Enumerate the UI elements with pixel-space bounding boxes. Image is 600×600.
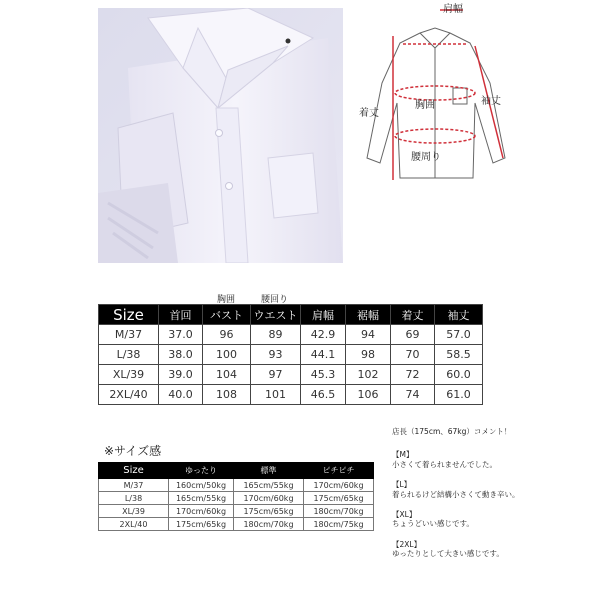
table-cell: XL/39 xyxy=(99,365,159,385)
comment-text: ゆったりとして大きい感じです。 xyxy=(392,549,504,558)
table-cell: 42.9 xyxy=(301,325,346,345)
comment-text: ちょうどいい感じです。 xyxy=(392,519,474,529)
comment-size-tag: 【2XL】 xyxy=(392,539,422,549)
table-cell: 74 xyxy=(391,385,435,405)
size-table-header xyxy=(99,305,483,325)
table-row xyxy=(99,505,374,518)
table-cell: 170cm/60kg xyxy=(304,479,374,492)
fit-table xyxy=(98,462,374,531)
size-table xyxy=(98,304,483,405)
table-cell: 38.0 xyxy=(159,345,203,365)
header-cell: ピチピチ xyxy=(304,463,374,479)
waist-label: 腰周り xyxy=(411,152,441,163)
table-row xyxy=(99,518,374,531)
table-cell: 108 xyxy=(203,385,251,405)
table-row xyxy=(99,492,374,505)
comment-text: 着られるけど結構小さくて動き辛い。 xyxy=(392,489,520,499)
table-cell: L/38 xyxy=(99,492,169,505)
table-cell: XL/39 xyxy=(99,505,169,518)
table-cell: 93 xyxy=(251,345,301,365)
table-cell: 106 xyxy=(346,385,391,405)
table-cell: 170cm/60kg xyxy=(169,505,234,518)
header-cell: 着丈 xyxy=(391,305,435,325)
header-cell: ウエスト xyxy=(251,305,301,325)
table-cell: 58.5 xyxy=(435,345,483,365)
comment-size-tag: 【L】 xyxy=(392,480,412,490)
table-cell: 165cm/55kg xyxy=(169,492,234,505)
table-row xyxy=(99,345,483,365)
sleeve-label: 袖丈 xyxy=(481,96,501,107)
comment-size-tag: 【XL】 xyxy=(392,509,417,519)
comment-text: 小さくて着られませんでした。 xyxy=(392,459,497,469)
header-cell: 肩幅 xyxy=(301,305,346,325)
header-cell: Size xyxy=(99,305,159,325)
waist-above-label: 腰回り xyxy=(261,295,289,305)
table-cell: 165cm/55kg xyxy=(234,479,304,492)
measurement-diagram xyxy=(355,4,515,188)
length-label: 着丈 xyxy=(359,108,379,119)
table-cell: 180cm/70kg xyxy=(304,505,374,518)
table-cell: 89 xyxy=(251,325,301,345)
manager-comments xyxy=(392,427,592,569)
table-cell: 180cm/75kg xyxy=(304,518,374,531)
header-cell: Size xyxy=(99,463,169,479)
table-row xyxy=(99,325,483,345)
table-cell: 101 xyxy=(251,385,301,405)
table-cell: 57.0 xyxy=(435,325,483,345)
header-cell: 標準 xyxy=(234,463,304,479)
chest-label: 胸囲 xyxy=(415,100,435,111)
table-cell: 100 xyxy=(203,345,251,365)
comment-size-tag: 【M】 xyxy=(392,450,414,460)
table-cell: 2XL/40 xyxy=(99,385,159,405)
table-cell: M/37 xyxy=(99,325,159,345)
table-cell: 96 xyxy=(203,325,251,345)
table-row xyxy=(99,365,483,385)
header-cell: 袖丈 xyxy=(435,305,483,325)
table-cell: 175cm/65kg xyxy=(169,518,234,531)
comment-item xyxy=(392,480,592,499)
comment-item xyxy=(392,450,592,469)
table-cell: 180cm/70kg xyxy=(234,518,304,531)
table-cell: 2XL/40 xyxy=(99,518,169,531)
header-cell: バスト xyxy=(203,305,251,325)
table-cell: 39.0 xyxy=(159,365,203,385)
table-cell: 60.0 xyxy=(435,365,483,385)
table-cell: L/38 xyxy=(99,345,159,365)
table-cell: 98 xyxy=(346,345,391,365)
table-cell: 40.0 xyxy=(159,385,203,405)
table-cell: 175cm/65kg xyxy=(304,492,374,505)
fit-section-title: ※サイズ感 xyxy=(104,444,162,458)
table-cell: 94 xyxy=(346,325,391,345)
table-cell: M/37 xyxy=(99,479,169,492)
comments-header: 店長（175cm、67kg）コメント！ xyxy=(392,427,512,436)
header-cell: 首回 xyxy=(159,305,203,325)
shirt-photo xyxy=(98,8,343,263)
table-cell: 44.1 xyxy=(301,345,346,365)
table-cell: 61.0 xyxy=(435,385,483,405)
shoulder-label: 肩幅 xyxy=(443,4,463,15)
comment-item xyxy=(392,540,592,559)
table-cell: 102 xyxy=(346,365,391,385)
table-cell: 72 xyxy=(391,365,435,385)
header-cell: ゆったり xyxy=(169,463,234,479)
header-cell: 裾幅 xyxy=(346,305,391,325)
table-row xyxy=(99,385,483,405)
fit-table-header xyxy=(99,463,374,479)
table-cell: 175cm/65kg xyxy=(234,505,304,518)
chest-above-label: 胸囲 xyxy=(217,295,236,305)
table-cell: 45.3 xyxy=(301,365,346,385)
table-cell: 37.0 xyxy=(159,325,203,345)
table-cell: 97 xyxy=(251,365,301,385)
table-cell: 70 xyxy=(391,345,435,365)
table-row xyxy=(99,479,374,492)
table-cell: 69 xyxy=(391,325,435,345)
table-cell: 170cm/60kg xyxy=(234,492,304,505)
table-cell: 46.5 xyxy=(301,385,346,405)
comment-item xyxy=(392,510,592,529)
table-cell: 104 xyxy=(203,365,251,385)
table-cell: 160cm/50kg xyxy=(169,479,234,492)
